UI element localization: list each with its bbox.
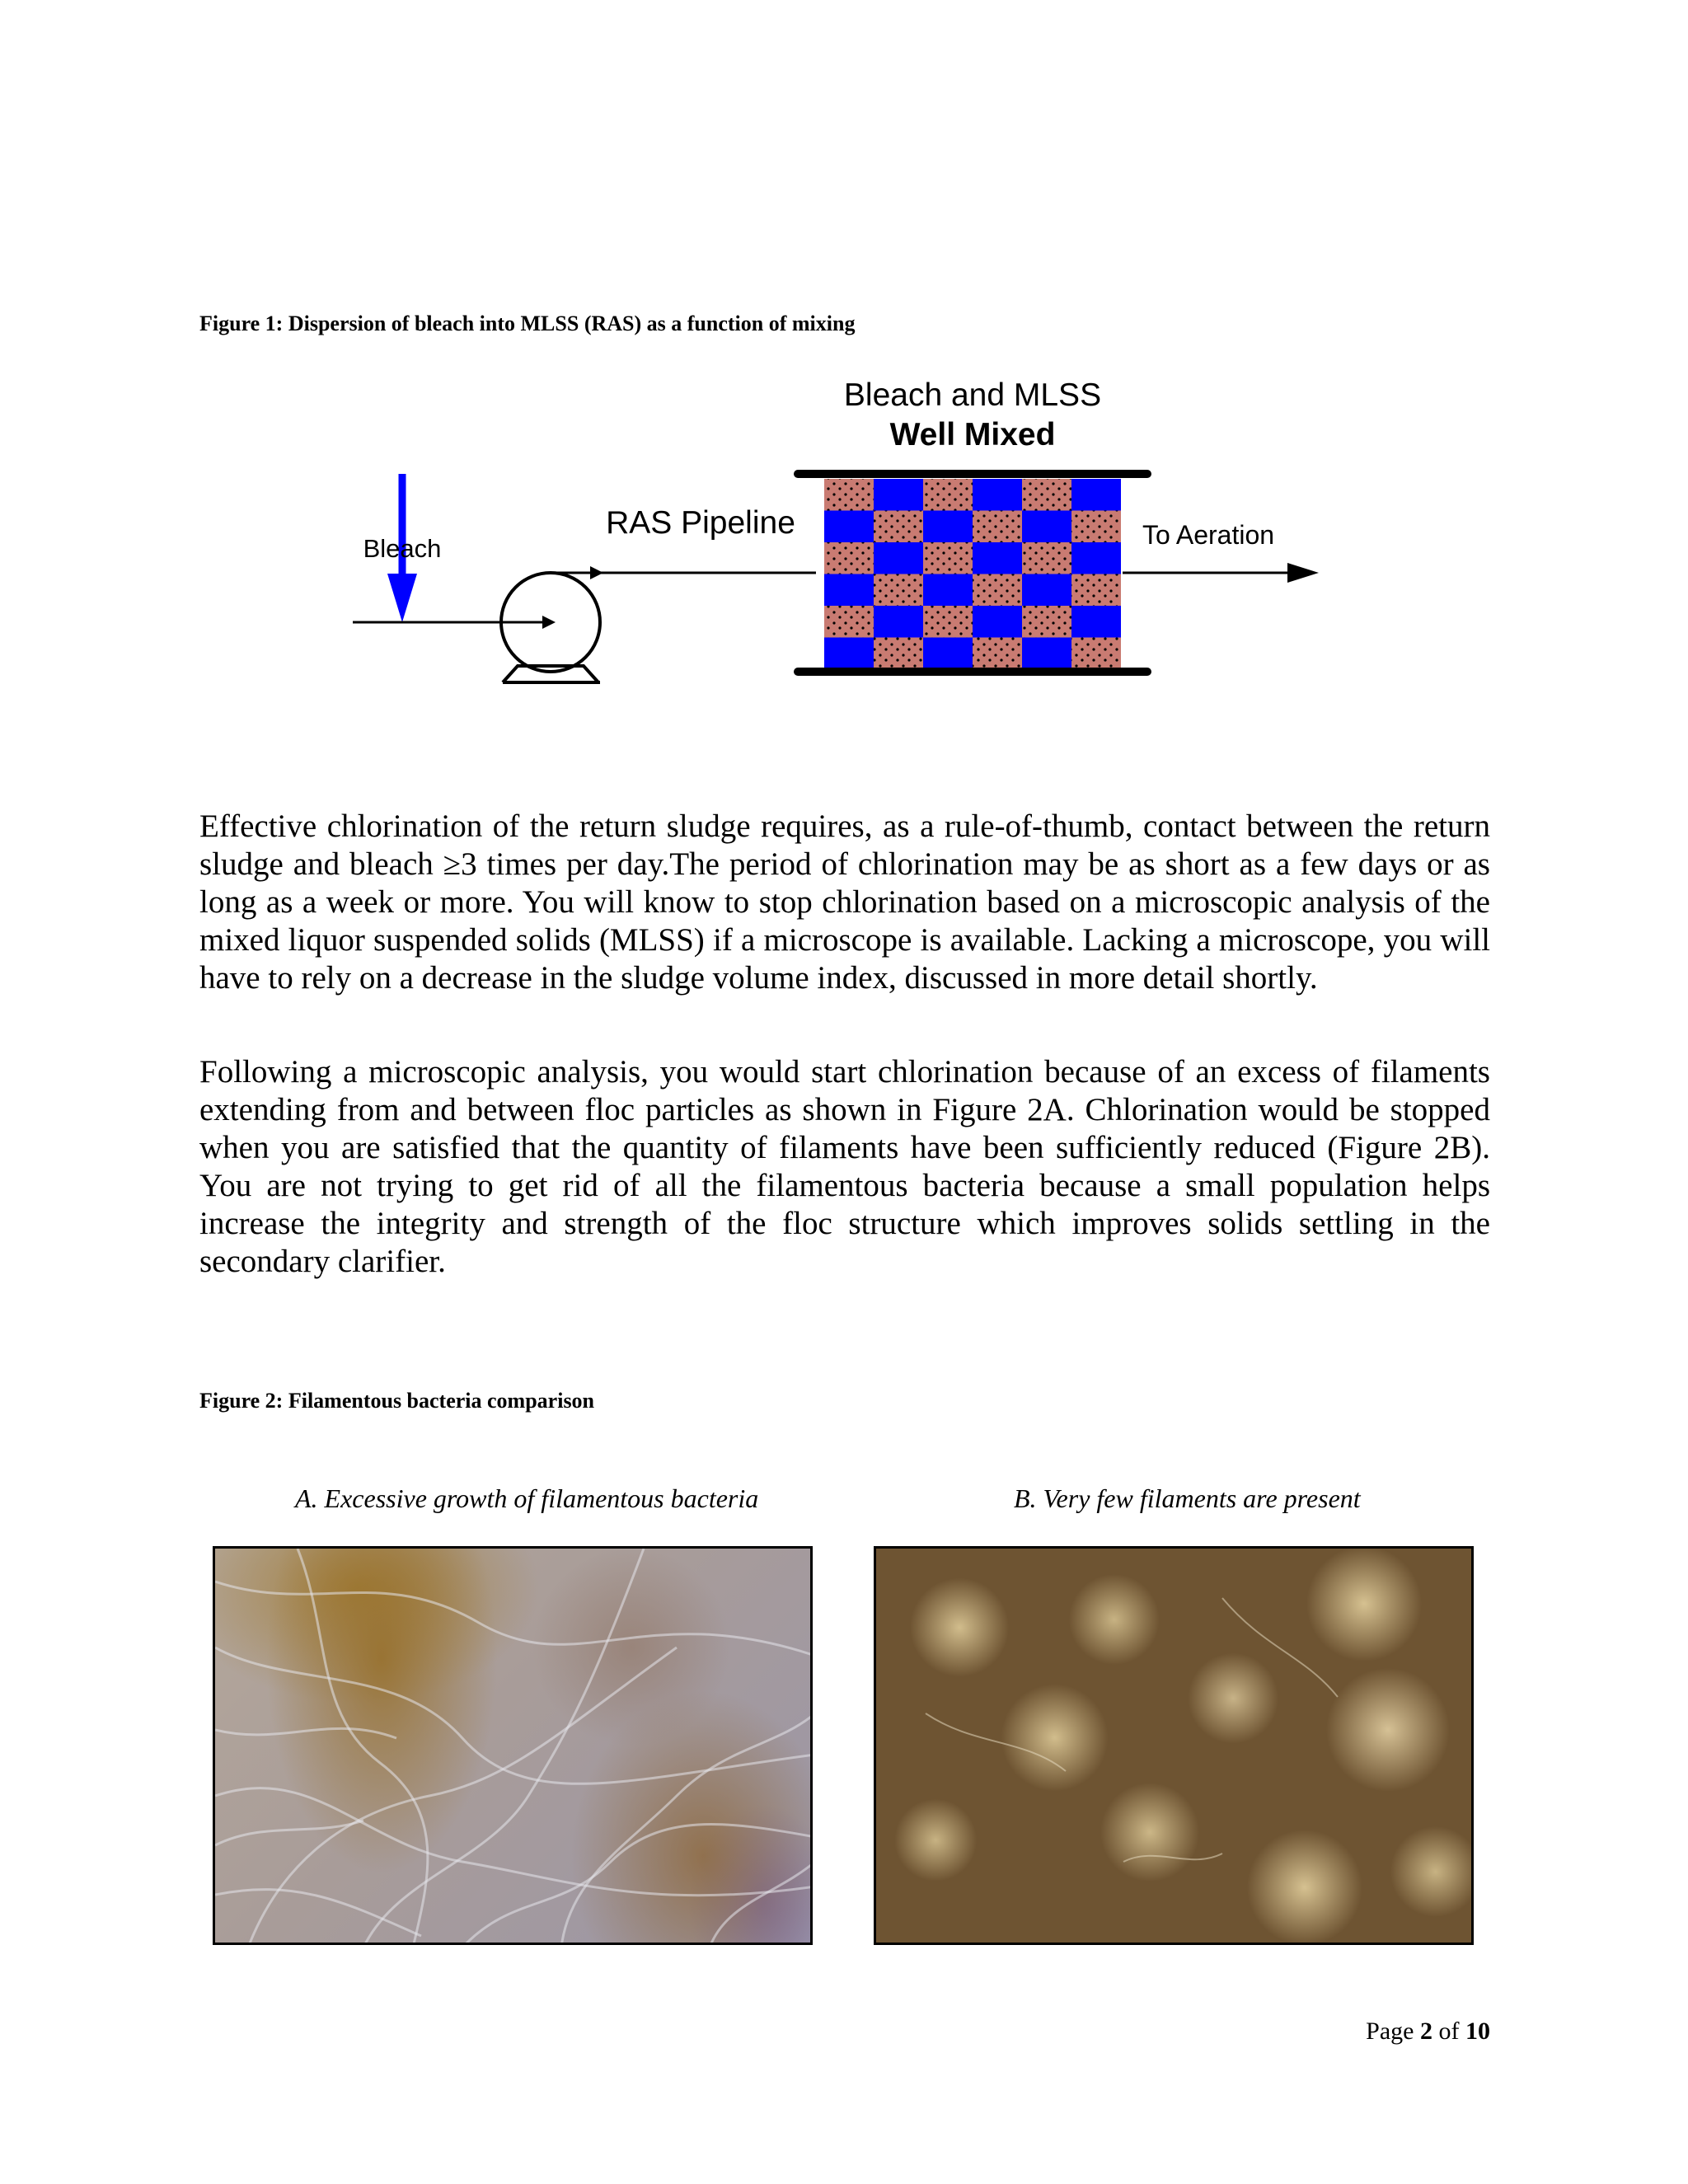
figure-1-caption: Figure 1: Dispersion of bleach into MLSS (RAS) as a function of mixing <box>199 312 856 335</box>
mix-title: Bleach and MLSS <box>843 377 1102 413</box>
mlss-dots <box>1022 542 1071 574</box>
mlss-dots <box>923 542 973 574</box>
page-number: Page 2 of 10 <box>1366 2018 1490 2045</box>
micrograph-few-filaments <box>874 1546 1474 1945</box>
bleach-dispersion-diagram <box>0 363 1688 709</box>
mlss-dots <box>1071 638 1121 670</box>
mlss-dots <box>874 511 923 543</box>
outlet-arrow-icon <box>1123 563 1319 583</box>
mlss-dots <box>824 479 874 511</box>
bleach-cell <box>1022 638 1071 670</box>
bleach-cell <box>1022 574 1071 607</box>
mlss-dots <box>973 511 1022 543</box>
bleach-cell <box>923 638 973 670</box>
bleach-cell <box>874 479 923 511</box>
figure-2-caption: Figure 2: Filamentous bacteria comparison <box>199 1389 595 1413</box>
mlss-dots <box>1071 574 1121 607</box>
mlss-dots <box>973 574 1022 607</box>
mlss-dots <box>1022 606 1071 638</box>
panel-b-caption: B. Very few filaments are present <box>1014 1483 1361 1513</box>
bleach-cell <box>1071 542 1121 574</box>
ras-pipeline <box>551 566 816 579</box>
mlss-dots <box>824 606 874 638</box>
bleach-label: Bleach <box>363 534 442 563</box>
to-aeration-label: To Aeration <box>1142 520 1275 550</box>
bleach-cell <box>1022 511 1071 543</box>
bleach-cell <box>973 479 1022 511</box>
mlss-dots <box>973 638 1022 670</box>
bleach-cell <box>1071 479 1121 511</box>
bleach-cell <box>874 542 923 574</box>
bleach-cell <box>1071 606 1121 638</box>
paragraph-chlorination: Effective chlorination of the return sludge requires, as a rule-of-thumb, contact between the return sludge and bleach ≥3 times per day.The period of chlorination may be as short as a few days or as long as a week or more. You will know to stop chlorination based on a microscopic analysis of the mixed liquor suspended solids (MLSS) if a microscope is available. Lacking a microscope, you will have to rely on a decrease in the sludge volume index, discussed in more detail shortly. <box>199 808 1490 996</box>
bleach-cell <box>874 606 923 638</box>
bleach-cell <box>824 511 874 543</box>
mlss-dots <box>874 638 923 670</box>
mlss-dots <box>923 479 973 511</box>
mix-subtitle: Well Mixed <box>889 417 1056 452</box>
mlss-dots <box>1071 511 1121 543</box>
mlss-dots <box>923 606 973 638</box>
bleach-cell <box>923 574 973 607</box>
paragraph-microscopic-analysis: Following a microscopic analysis, you would start chlorination because of an excess of filaments extending from and between floc particles as shown in Figure 2A. Chlorination would be stopped when you are satisfied that the quantity of filaments have been sufficiently reduced (Figure 2B). You are not trying to get rid of all the filamentous bacteria because a small population helps increase the integrity and strength of the floc structure which improves solids settling in the secondary clarifier. <box>199 1054 1490 1279</box>
mixing-vessel <box>824 479 1121 669</box>
pipeline-label: RAS Pipeline <box>606 505 795 541</box>
page-total: 10 <box>1465 2018 1490 2045</box>
bleach-cell <box>824 574 874 607</box>
bleach-cell <box>973 542 1022 574</box>
micrograph-excessive-filaments <box>213 1546 813 1945</box>
panel-a-caption: A. Excessive growth of filamentous bacteria <box>295 1483 759 1513</box>
bleach-cell <box>824 638 874 670</box>
pump-icon <box>501 573 600 682</box>
bleach-cell <box>973 606 1022 638</box>
mlss-dots <box>1022 479 1071 511</box>
mlss-dots <box>874 574 923 607</box>
mlss-dots <box>824 542 874 574</box>
page-current: 2 <box>1420 2018 1432 2045</box>
bleach-cell <box>923 511 973 543</box>
